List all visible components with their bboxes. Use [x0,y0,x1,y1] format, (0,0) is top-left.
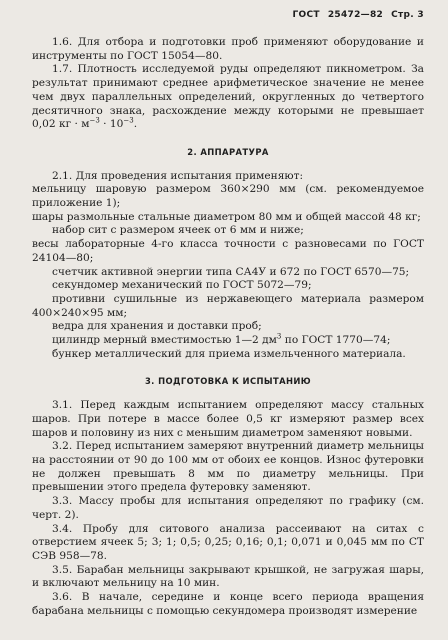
equipment-scales: весы лабораторные 4-го класса точности с разновесами по ГОСТ 24104—80; [32,238,424,264]
paragraph-1-7-end: . [133,118,138,131]
section-3-heading: 3. ПОДГОТОВКА К ИСПЫТАНИЮ [144,376,312,387]
paragraph-3-5: 3.5. Барабан мельницы закрывают крышкой, не загружая шары, и включают мельницу на 10 мин. [32,563,424,590]
equipment-drying-trays: противни сушильные из нержавеющего материала размером 400×240×95 мм; [32,292,424,319]
equipment-mill: мельницу шаровую размером 360×290 мм (см. рекомендуемое приложение 1); [32,183,424,210]
paragraph-3-2: 3.2. Перед испытанием замеряют внутренний диаметр мельницы на расстоянии от 90 до 100 мм от обоих ее концов. Износ футеровки не должен превышать 8 мм по диаметру мельницы. При превышении этого предела футеровку заменяют. [32,440,424,494]
header-page-number: Стр. 3 [391,10,424,20]
paragraph-3-1: 3.1. Перед каждым испытанием определяют массу стальных шаров. При потере в массе более 0,5 кг измеряют размер всех шаров и половину из них с меньшим диаметром заменяют новыми. [32,399,424,439]
equipment-bunker: бункер металлический для приема измельченного материала. [52,347,406,360]
equipment-balls: шары размольные стальные диаметром 80 мм и общей массой 48 кг; [32,210,421,223]
equipment-buckets: ведра для хранения и доставки проб; [52,320,262,333]
paragraph-1-6: 1.6. Для отбора и подготовки проб применяют оборудование и инструменты по ГОСТ 15054—80. [32,36,424,62]
paragraph-1-7 [32,63,424,132]
equipment-sieves: набор сит с размером ячеек от 6 мм и ниже; [52,224,304,237]
equipment-cylinder-exponent: 3 [276,332,282,341]
paragraph-2-1: 2.1. Для проведения испытания применяют: [52,169,304,182]
header-gost: ГОСТ [292,10,320,20]
equipment-energy-counter: счетчик активной энергии типа СА4У и 672 по ГОСТ 6570—75; [52,265,410,278]
equipment-cylinder [32,334,424,348]
page-header [285,10,424,20]
equipment-cylinder-standard: по ГОСТ 1770—74; [281,334,391,347]
section-2-heading: 2. АППАРАТУРА [187,146,269,157]
paragraph-1-7-text: 1.7. Плотность исследуемой руды определяют пикнометром. За результат принимают среднее арифметическое значение не менее чем двух параллельных определений, округленных до четвертого десятичного знака, расхождение между которыми не превышает 0,02 кг · м [32,63,424,131]
paragraph-1-7-exponent-1: −3 [89,116,100,125]
paragraph-1-7-multiplier: · 10 [99,118,124,131]
paragraph-3-4: 3.4. Пробу для ситового анализа рассеивают на ситах с отверстием ячеек 5; 3; 1; 0,5; 0,25; 0,16; 0,1; 0,071 и 0,045 мм по СТ СЭВ 958—78. [32,522,424,562]
equipment-cylinder-text: цилиндр мерный вместимостью 1—2 дм [52,334,277,347]
document-body [32,36,424,618]
paragraph-3-6: 3.6. В начале, середине и конце всего периода вращения барабана мельницы с помощью секундомера производят измерение [32,591,424,617]
paragraph-1-7-exponent-2: −3 [123,116,134,125]
header-standard-number: 25472—82 [327,10,384,20]
paragraph-3-3: 3.3. Массу пробы для испытания определяют по графику (см. черт. 2). [32,495,424,521]
equipment-stopwatch: секундомер механический по ГОСТ 5072—79; [52,279,312,292]
